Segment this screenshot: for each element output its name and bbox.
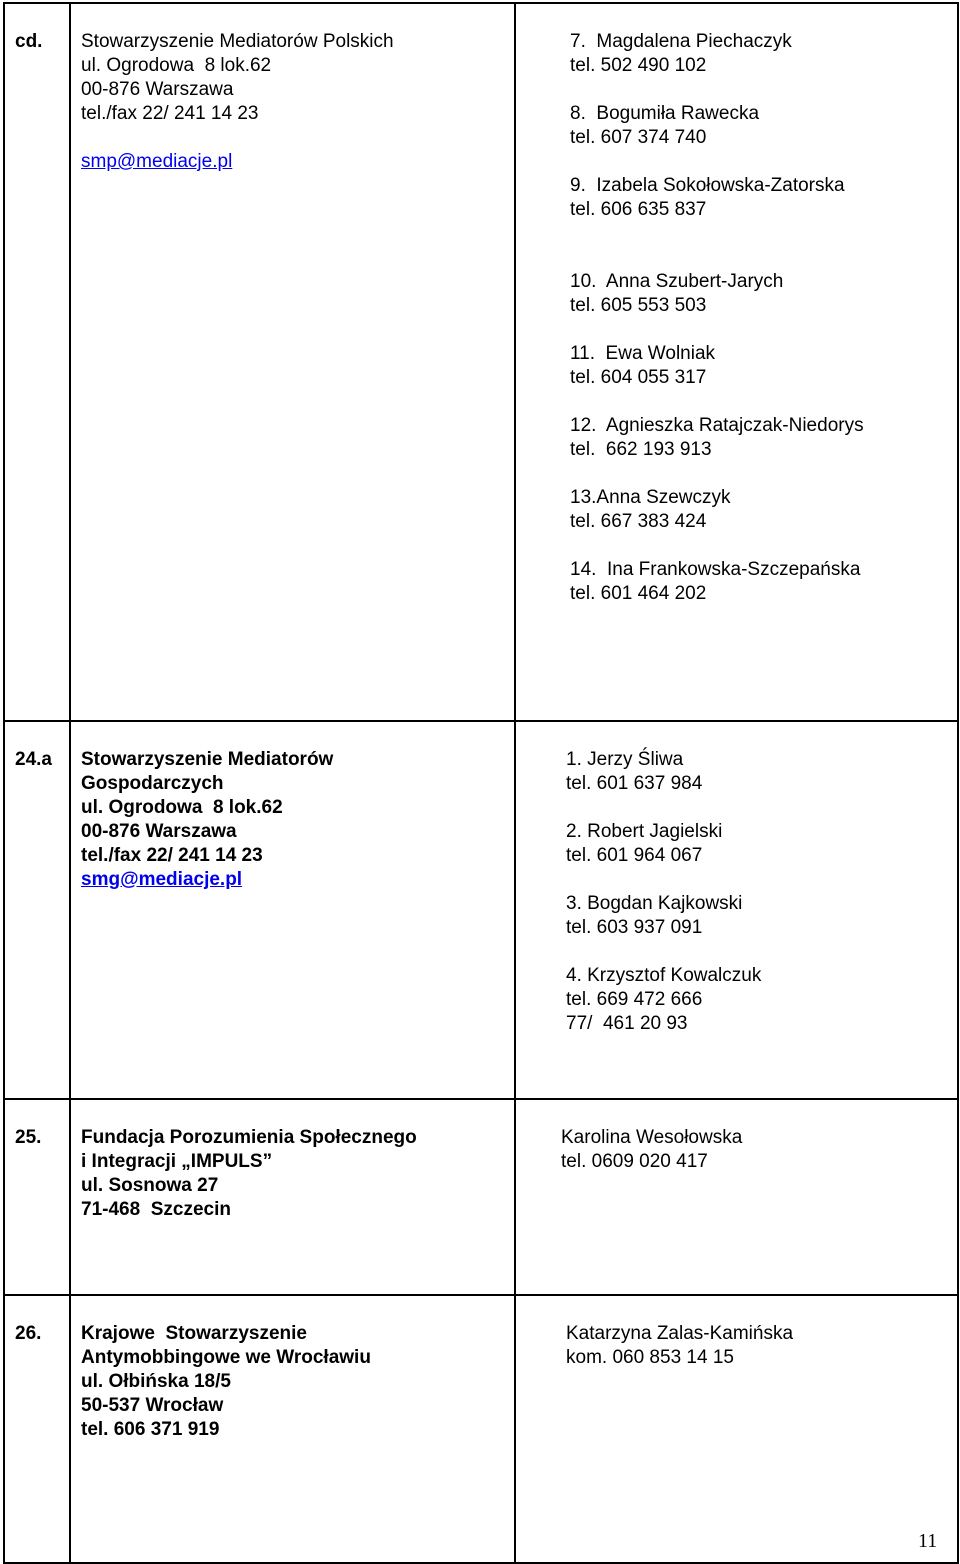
organization-cell <box>70 1099 515 1295</box>
person-phone: tel. 603 937 091 <box>566 917 703 938</box>
table-row <box>4 3 958 721</box>
row-number: cd. <box>4 3 70 721</box>
person-name: 11. Ewa Wolniak <box>570 343 716 364</box>
person-phone: tel. 601 637 984 <box>566 773 703 794</box>
org-name-cont: i Integracji „IMPULS” <box>81 1151 273 1172</box>
row-number: 24.a <box>4 721 70 1099</box>
mediators-table <box>3 2 959 1564</box>
organization-cell <box>70 1295 515 1563</box>
person-phone: tel. 601 464 202 <box>570 583 707 604</box>
people-cell <box>515 721 958 1099</box>
person-name: 1. Jerzy Śliwa <box>566 749 684 770</box>
org-phone: tel./fax 22/ 241 14 23 <box>81 103 259 124</box>
person-name: 4. Krzysztof Kowalczuk <box>566 965 762 986</box>
org-postal: 00-876 Warszawa <box>81 79 234 100</box>
person-phone: tel. 502 490 102 <box>570 55 707 76</box>
org-address: ul. Sosnowa 27 <box>81 1175 219 1196</box>
person-phone: tel. 607 374 740 <box>570 127 707 148</box>
person-phone: tel. 601 964 067 <box>566 845 703 866</box>
person-name: 9. Izabela Sokołowska-Zatorska <box>570 175 845 196</box>
person-name: 14. Ina Frankowska-Szczepańska <box>570 559 861 580</box>
person-phone: tel. 667 383 424 <box>570 511 707 532</box>
person-phone-alt: 77/ 461 20 93 <box>566 1013 688 1034</box>
table-row <box>4 721 958 1099</box>
org-name-cont: Gospodarczych <box>81 773 224 794</box>
org-name-cont: Antymobbingowe we Wrocławiu <box>81 1347 371 1368</box>
person-phone: tel. 606 635 837 <box>570 199 707 220</box>
row-number: 26. <box>4 1295 70 1563</box>
org-name: Stowarzyszenie Mediatorów Polskich <box>81 31 394 52</box>
page-number: 11 <box>918 1530 938 1552</box>
org-address: ul. Ogrodowa 8 lok.62 <box>81 797 283 818</box>
person-phone: kom. 060 853 14 15 <box>566 1347 734 1368</box>
person-name: Karolina Wesołowska <box>561 1127 743 1148</box>
person-name: 13.Anna Szewczyk <box>570 487 731 508</box>
person-name: Katarzyna Zalas-Kamińska <box>566 1323 794 1344</box>
table-row <box>4 1099 958 1295</box>
person-name: 8. Bogumiła Rawecka <box>570 103 760 124</box>
org-address: ul. Ogrodowa 8 lok.62 <box>81 55 272 76</box>
person-phone: tel. 0609 020 417 <box>561 1151 708 1172</box>
row-number: 25. <box>4 1099 70 1295</box>
email-link[interactable]: smg@mediacje.pl <box>81 869 243 890</box>
org-name: Fundacja Porozumienia Społecznego <box>81 1127 417 1148</box>
org-name: Stowarzyszenie Mediatorów <box>81 749 334 770</box>
org-address: ul. Ołbińska 18/5 <box>81 1371 231 1392</box>
people-cell <box>515 1295 958 1563</box>
org-name: Krajowe Stowarzyszenie <box>81 1323 307 1344</box>
person-phone: tel. 604 055 317 <box>570 367 707 388</box>
organization-cell <box>70 3 515 721</box>
person-name: 12. Agnieszka Ratajczak-Niedorys <box>570 415 864 436</box>
org-postal: 71-468 Szczecin <box>81 1199 231 1220</box>
person-name: 3. Bogdan Kajkowski <box>566 893 743 914</box>
org-phone: tel. 606 371 919 <box>81 1419 220 1440</box>
table-row <box>4 1295 958 1563</box>
person-phone: tel. 605 553 503 <box>570 295 707 316</box>
people-cell <box>515 3 958 721</box>
people-cell <box>515 1099 958 1295</box>
email-link[interactable]: smp@mediacje.pl <box>81 151 233 172</box>
person-phone: tel. 669 472 666 <box>566 989 703 1010</box>
organization-cell <box>70 721 515 1099</box>
org-phone: tel./fax 22/ 241 14 23 <box>81 845 263 866</box>
org-postal: 50-537 Wrocław <box>81 1395 224 1416</box>
person-name: 7. Magdalena Piechaczyk <box>570 31 792 52</box>
org-postal: 00-876 Warszawa <box>81 821 237 842</box>
person-name: 10. Anna Szubert-Jarych <box>570 271 784 292</box>
person-name: 2. Robert Jagielski <box>566 821 723 842</box>
person-phone: tel. 662 193 913 <box>570 439 712 460</box>
